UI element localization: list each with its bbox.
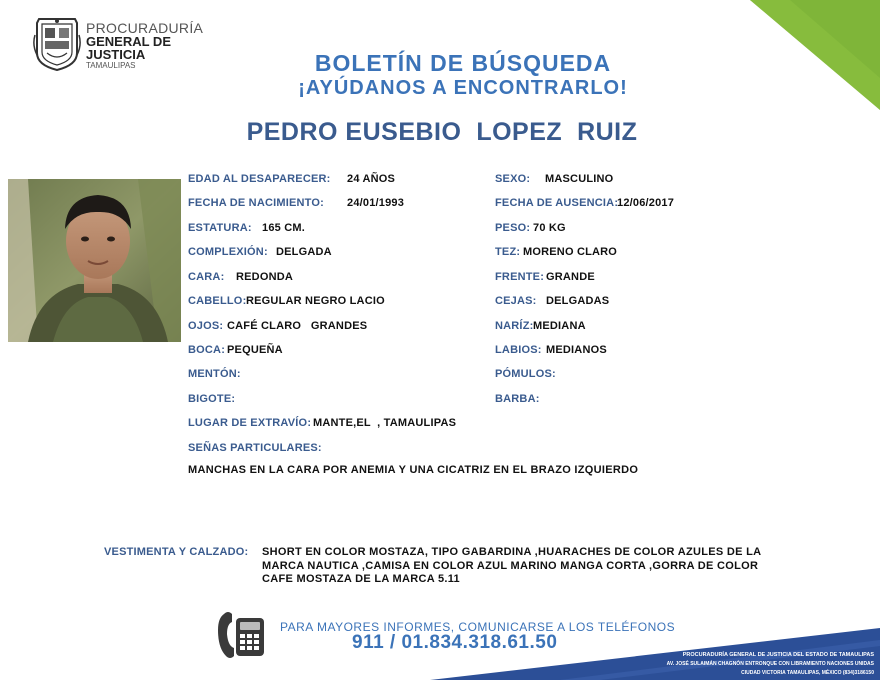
field-value-cara: REDONDA: [236, 271, 294, 283]
footer-band-line-2: AV. JOSÉ SULAIMÁN CHAGNÓN ENTRONQUE CON LIBRAMIENTO NACIONES UNIDAS: [666, 661, 874, 667]
vestimenta-label: VESTIMENTA Y CALZADO:: [104, 546, 249, 558]
field-label-ausencia: FECHA DE AUSENCIA:: [495, 197, 619, 209]
org-line-3: JUSTICIA: [86, 47, 146, 62]
field-label-barba: BARBA:: [495, 393, 540, 405]
footer-band-line-3: CIUDAD VICTORIA TAMAULIPAS, MÉXICO (834)3186150: [741, 670, 874, 676]
field-value-tez: MORENO CLARO: [523, 246, 618, 258]
field-label-edad: EDAD AL DESAPARECER:: [188, 173, 331, 185]
field-label-pomulos: PÓMULOS:: [495, 368, 556, 380]
field-label-senas: SEÑAS PARTICULARES:: [188, 442, 322, 454]
telephone-icon: [214, 608, 266, 660]
field-value-lugar: MANTE,EL , TAMAULIPAS: [313, 417, 457, 429]
field-label-ojos: OJOS:: [188, 320, 224, 332]
field-label-sexo: SEXO:: [495, 173, 531, 185]
footer-band-line-1: PROCURADURÍA GENERAL DE JUSTICIA DEL ESTADO DE TAMAULIPAS: [682, 652, 874, 658]
field-value-nacimiento: 24/01/1993: [347, 197, 405, 209]
field-value-boca: PEQUEÑA: [227, 344, 283, 356]
field-label-labios: LABIOS:: [495, 344, 542, 356]
field-label-lugar: LUGAR DE EXTRAVÍO:: [188, 417, 312, 429]
senas-particulares-text: MANCHAS EN LA CARA POR ANEMIA Y UNA CICATRIZ EN EL BRAZO IZQUIERDO: [188, 464, 639, 476]
phone-numbers: 911 / 01.834.318.61.50: [352, 632, 558, 653]
field-value-ausencia: 12/06/2017: [617, 197, 675, 209]
field-label-tez: TEZ:: [495, 246, 521, 258]
field-value-cejas: DELGADAS: [546, 295, 610, 307]
bulletin-title: BOLETÍN DE BÚSQUEDA: [314, 50, 612, 76]
field-label-nacimiento: FECHA DE NACIMIENTO:: [188, 197, 324, 209]
field-label-frente: FRENTE:: [495, 271, 545, 283]
bulletin-subtitle: ¡AYÚDANOS A ENCONTRARLO!: [298, 77, 628, 99]
org-line-1: PROCURADURÍA: [86, 20, 204, 36]
field-value-peso: 70 KG: [533, 222, 566, 234]
field-value-nariz: MEDIANA: [533, 320, 586, 332]
field-value-estatura: 165 CM.: [262, 222, 305, 234]
field-label-complexion: COMPLEXIÓN:: [188, 246, 268, 258]
field-value-edad: 24 AÑOS: [347, 173, 396, 185]
field-value-labios: MEDIANOS: [546, 344, 607, 356]
field-value-ojos: CAFÉ CLARO GRANDES: [227, 320, 368, 332]
field-value-sexo: MASCULINO: [545, 173, 614, 185]
field-value-cabello: REGULAR NEGRO LACIO: [246, 295, 385, 307]
org-line-2: GENERAL DE: [86, 34, 171, 49]
vestimenta-value: SHORT EN COLOR MOSTAZA, TIPO GABARDINA ,HUARACHES DE COLOR AZULES DE LA MARCA NAUTICA ,CAMISA EN COLOR AZUL MARINO MANGA CORTA ,GORRA DE COLOR CAFE MOSTAZA DE LA MARCA 5.11: [262, 546, 761, 585]
field-label-cejas: CEJAS:: [495, 295, 537, 307]
field-label-cara: CARA:: [188, 271, 225, 283]
field-label-bigote: BIGOTE:: [188, 393, 236, 405]
org-line-4: TAMAULIPAS: [86, 61, 136, 70]
field-label-boca: BOCA:: [188, 344, 226, 356]
person-name: PEDRO EUSEBIO LOPEZ RUIZ: [246, 118, 638, 146]
field-label-peso: PESO:: [495, 222, 531, 234]
field-value-complexion: DELGADA: [276, 246, 332, 258]
field-label-estatura: ESTATURA:: [188, 222, 252, 234]
field-label-nariz: NARÍZ:: [495, 320, 534, 332]
field-value-frente: GRANDE: [546, 271, 595, 283]
field-label-menton: MENTÓN:: [188, 368, 241, 380]
field-label-cabello: CABELLO:: [188, 295, 247, 307]
contact-info-text: PARA MAYORES INFORMES, COMUNICARSE A LOS TELÉFONOS: [280, 620, 676, 634]
